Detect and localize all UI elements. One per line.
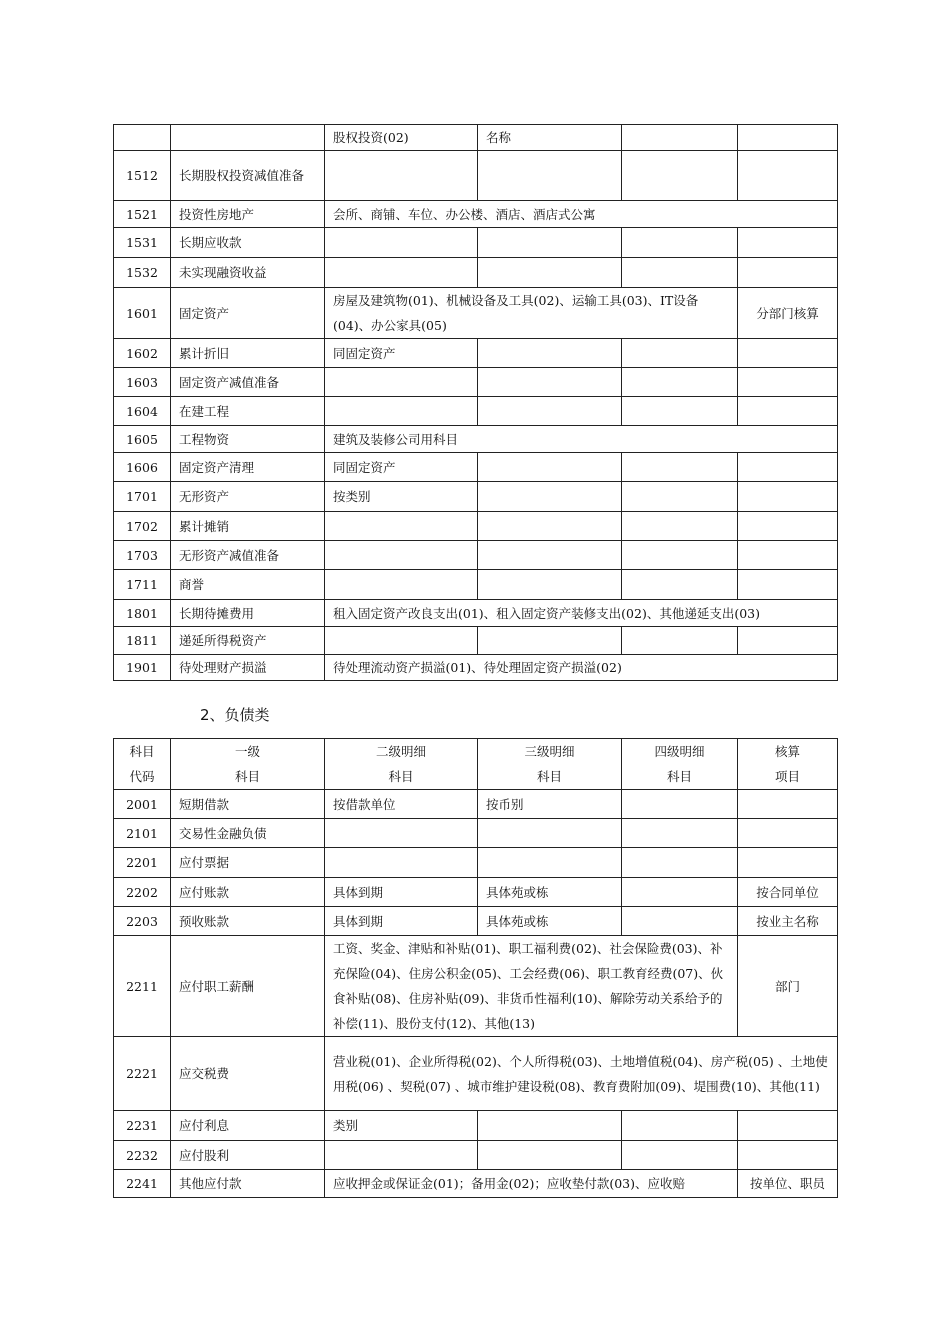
code-cell: 1601 (114, 288, 171, 339)
name-cell: 应付利息 (171, 1111, 325, 1141)
table-row (114, 819, 838, 848)
accounting-cell (738, 848, 838, 878)
code-cell: 2203 (114, 907, 171, 936)
code-cell: 2231 (114, 1111, 171, 1141)
table-row (114, 790, 838, 819)
code-cell: 1606 (114, 453, 171, 482)
level2-cell (325, 627, 478, 655)
name-cell: 应付票据 (171, 848, 325, 878)
detail-span-cell: 租入固定资产改良支出(01)、租入固定资产装修支出(02)、其他递延支出(03) (325, 600, 838, 627)
code-cell: 1901 (114, 655, 171, 681)
name-cell: 应交税费 (171, 1037, 325, 1111)
accounting-cell (738, 512, 838, 541)
asset-accounts-table (113, 124, 838, 681)
level4-cell (622, 151, 738, 201)
level3-cell (478, 570, 622, 600)
level3-cell (478, 339, 622, 368)
level4-cell (622, 368, 738, 397)
level2-cell: 按类别 (325, 482, 478, 512)
code-cell (114, 125, 171, 151)
header-level4: 四级明细 科目 (622, 739, 738, 790)
name-cell: 短期借款 (171, 790, 325, 819)
code-cell: 1701 (114, 482, 171, 512)
level4-cell (622, 907, 738, 936)
table-row (114, 397, 838, 426)
code-cell: 2211 (114, 936, 171, 1037)
code-cell: 1521 (114, 201, 171, 228)
level2-cell (325, 228, 478, 258)
level2-cell: 具体到期 (325, 878, 478, 907)
name-cell: 交易性金融负债 (171, 819, 325, 848)
level2-cell: 具体到期 (325, 907, 478, 936)
table-row (114, 936, 838, 1037)
level2-cell (325, 258, 478, 288)
level4-cell (622, 482, 738, 512)
level2-cell (325, 397, 478, 426)
code-cell: 2202 (114, 878, 171, 907)
table-row (114, 258, 838, 288)
level3-cell (478, 627, 622, 655)
accounting-cell: 按合同单位 (738, 878, 838, 907)
accounting-cell (738, 1111, 838, 1141)
level3-cell (478, 848, 622, 878)
level2-cell: 同固定资产 (325, 339, 478, 368)
table-row (114, 541, 838, 570)
level4-cell (622, 1141, 738, 1170)
table-row (114, 1170, 838, 1198)
level4-cell (622, 339, 738, 368)
table-row (114, 627, 838, 655)
table-row (114, 1037, 838, 1111)
level2-cell (325, 151, 478, 201)
code-cell: 1531 (114, 228, 171, 258)
code-cell: 1711 (114, 570, 171, 600)
accounting-cell (738, 1141, 838, 1170)
accounting-cell: 分部门核算 (738, 288, 838, 339)
level2-cell: 类别 (325, 1111, 478, 1141)
table-row (114, 368, 838, 397)
header-accounting: 核算 项目 (738, 739, 838, 790)
name-cell: 投资性房地产 (171, 201, 325, 228)
table-row (114, 151, 838, 201)
table-header-row (114, 739, 838, 790)
accounting-cell (738, 790, 838, 819)
name-cell: 应付股利 (171, 1141, 325, 1170)
level3-cell (478, 1141, 622, 1170)
level3-cell (478, 482, 622, 512)
level2-cell: 同固定资产 (325, 453, 478, 482)
table-row (114, 655, 838, 681)
level4-cell (622, 541, 738, 570)
name-cell: 递延所得税资产 (171, 627, 325, 655)
accounting-cell (738, 397, 838, 426)
level3-cell (478, 397, 622, 426)
table-row (114, 878, 838, 907)
level4-cell (622, 258, 738, 288)
accounting-cell (738, 258, 838, 288)
liability-accounts-table (113, 738, 838, 1198)
level3-cell: 具体苑或栋 (478, 907, 622, 936)
detail-span-cell: 营业税(01)、企业所得税(02)、个人所得税(03)、土地增值税(04)、房产税(05) 、土地使用税(06) 、契税(07) 、城市维护建设税(08)、教育费附加(09)、堤围费(10)、其他(11) (325, 1037, 838, 1111)
detail-span-cell: 工资、奖金、津贴和补贴(01)、职工福利费(02)、社会保险费(03)、补充保险(04)、住房公积金(05)、工会经费(06)、职工教育经费(07)、伙食补贴(08)、住房补贴(09)、非货币性福利(10)、解除劳动关系给予的补偿(11)、股份支付(12)、其他(13) (325, 936, 738, 1037)
accounting-cell (738, 151, 838, 201)
code-cell: 1702 (114, 512, 171, 541)
detail-span-cell: 待处理流动资产损溢(01)、待处理固定资产损溢(02) (325, 655, 838, 681)
level3-cell (478, 258, 622, 288)
header-level1: 一级 科目 (171, 739, 325, 790)
name-cell: 预收账款 (171, 907, 325, 936)
name-cell: 长期应收款 (171, 228, 325, 258)
level3-cell (478, 228, 622, 258)
accounting-cell (738, 819, 838, 848)
code-cell: 1602 (114, 339, 171, 368)
section-title-liabilities: 2、负债类 (200, 706, 270, 724)
level2-cell (325, 512, 478, 541)
name-cell: 商誉 (171, 570, 325, 600)
table-row (114, 288, 838, 339)
level4-cell (622, 570, 738, 600)
level4-cell (622, 397, 738, 426)
level2-cell: 按借款单位 (325, 790, 478, 819)
table-row (114, 512, 838, 541)
name-cell: 工程物资 (171, 426, 325, 453)
level3-cell: 按币别 (478, 790, 622, 819)
table-row (114, 848, 838, 878)
code-cell: 1703 (114, 541, 171, 570)
name-cell: 在建工程 (171, 397, 325, 426)
code-cell: 2221 (114, 1037, 171, 1111)
code-cell: 1532 (114, 258, 171, 288)
table-row (114, 907, 838, 936)
name-cell: 无形资产 (171, 482, 325, 512)
accounting-cell (738, 125, 838, 151)
level3-cell (478, 541, 622, 570)
name-cell: 无形资产减值准备 (171, 541, 325, 570)
level3-cell: 名称 (478, 125, 622, 151)
name-cell: 固定资产 (171, 288, 325, 339)
level2-cell (325, 541, 478, 570)
table-row (114, 600, 838, 627)
name-cell: 固定资产减值准备 (171, 368, 325, 397)
level2-cell (325, 1141, 478, 1170)
level4-cell (622, 848, 738, 878)
code-cell: 1512 (114, 151, 171, 201)
table-row (114, 228, 838, 258)
detail-span-cell: 建筑及装修公司用科目 (325, 426, 838, 453)
accounting-cell (738, 482, 838, 512)
level2-cell (325, 819, 478, 848)
code-cell: 2241 (114, 1170, 171, 1198)
code-cell: 2232 (114, 1141, 171, 1170)
accounting-cell (738, 541, 838, 570)
level3-cell: 具体苑或栋 (478, 878, 622, 907)
level4-cell (622, 627, 738, 655)
name-cell: 长期股权投资减值准备 (171, 151, 325, 201)
name-cell: 其他应付款 (171, 1170, 325, 1198)
level3-cell (478, 1111, 622, 1141)
name-cell: 累计折旧 (171, 339, 325, 368)
table-row (114, 339, 838, 368)
level3-cell (478, 151, 622, 201)
accounting-cell (738, 339, 838, 368)
code-cell: 1801 (114, 600, 171, 627)
level4-cell (622, 1111, 738, 1141)
name-cell: 长期待摊费用 (171, 600, 325, 627)
table-row (114, 1111, 838, 1141)
accounting-cell (738, 570, 838, 600)
accounting-cell (738, 627, 838, 655)
name-cell: 固定资产清理 (171, 453, 325, 482)
code-cell: 2201 (114, 848, 171, 878)
level3-cell (478, 368, 622, 397)
table-row (114, 125, 838, 151)
code-cell: 2101 (114, 819, 171, 848)
table-row (114, 1141, 838, 1170)
header-code: 科目 代码 (114, 739, 171, 790)
level3-cell (478, 819, 622, 848)
level2-cell (325, 570, 478, 600)
accounting-cell (738, 453, 838, 482)
code-cell: 2001 (114, 790, 171, 819)
level4-cell (622, 819, 738, 848)
level2-cell (325, 848, 478, 878)
level3-cell (478, 512, 622, 541)
level2-cell: 股权投资(02) (325, 125, 478, 151)
table-row (114, 426, 838, 453)
accounting-cell (738, 368, 838, 397)
level4-cell (622, 878, 738, 907)
accounting-cell: 按单位、职员 (738, 1170, 838, 1198)
code-cell: 1603 (114, 368, 171, 397)
detail-span-cell: 房屋及建筑物(01)、机械设备及工具(02)、运输工具(03)、IT设备(04)、办公家具(05) (325, 288, 738, 339)
detail-span-cell: 应收押金或保证金(01)；备用金(02)；应收垫付款(03)、应收赔 (325, 1170, 738, 1198)
table-row (114, 201, 838, 228)
table-row (114, 482, 838, 512)
detail-span-cell: 会所、商铺、车位、办公楼、酒店、酒店式公寓 (325, 201, 838, 228)
name-cell (171, 125, 325, 151)
table-row (114, 453, 838, 482)
name-cell: 累计摊销 (171, 512, 325, 541)
name-cell: 待处理财产损溢 (171, 655, 325, 681)
header-level3: 三级明细 科目 (478, 739, 622, 790)
code-cell: 1811 (114, 627, 171, 655)
accounting-cell: 按业主名称 (738, 907, 838, 936)
level4-cell (622, 125, 738, 151)
name-cell: 应付职工薪酬 (171, 936, 325, 1037)
accounting-cell (738, 228, 838, 258)
table-row (114, 570, 838, 600)
level2-cell (325, 368, 478, 397)
code-cell: 1604 (114, 397, 171, 426)
name-cell: 未实现融资收益 (171, 258, 325, 288)
level4-cell (622, 228, 738, 258)
code-cell: 1605 (114, 426, 171, 453)
accounting-cell: 部门 (738, 936, 838, 1037)
header-level2: 二级明细 科目 (325, 739, 478, 790)
level3-cell (478, 453, 622, 482)
level4-cell (622, 790, 738, 819)
level4-cell (622, 453, 738, 482)
level4-cell (622, 512, 738, 541)
name-cell: 应付账款 (171, 878, 325, 907)
